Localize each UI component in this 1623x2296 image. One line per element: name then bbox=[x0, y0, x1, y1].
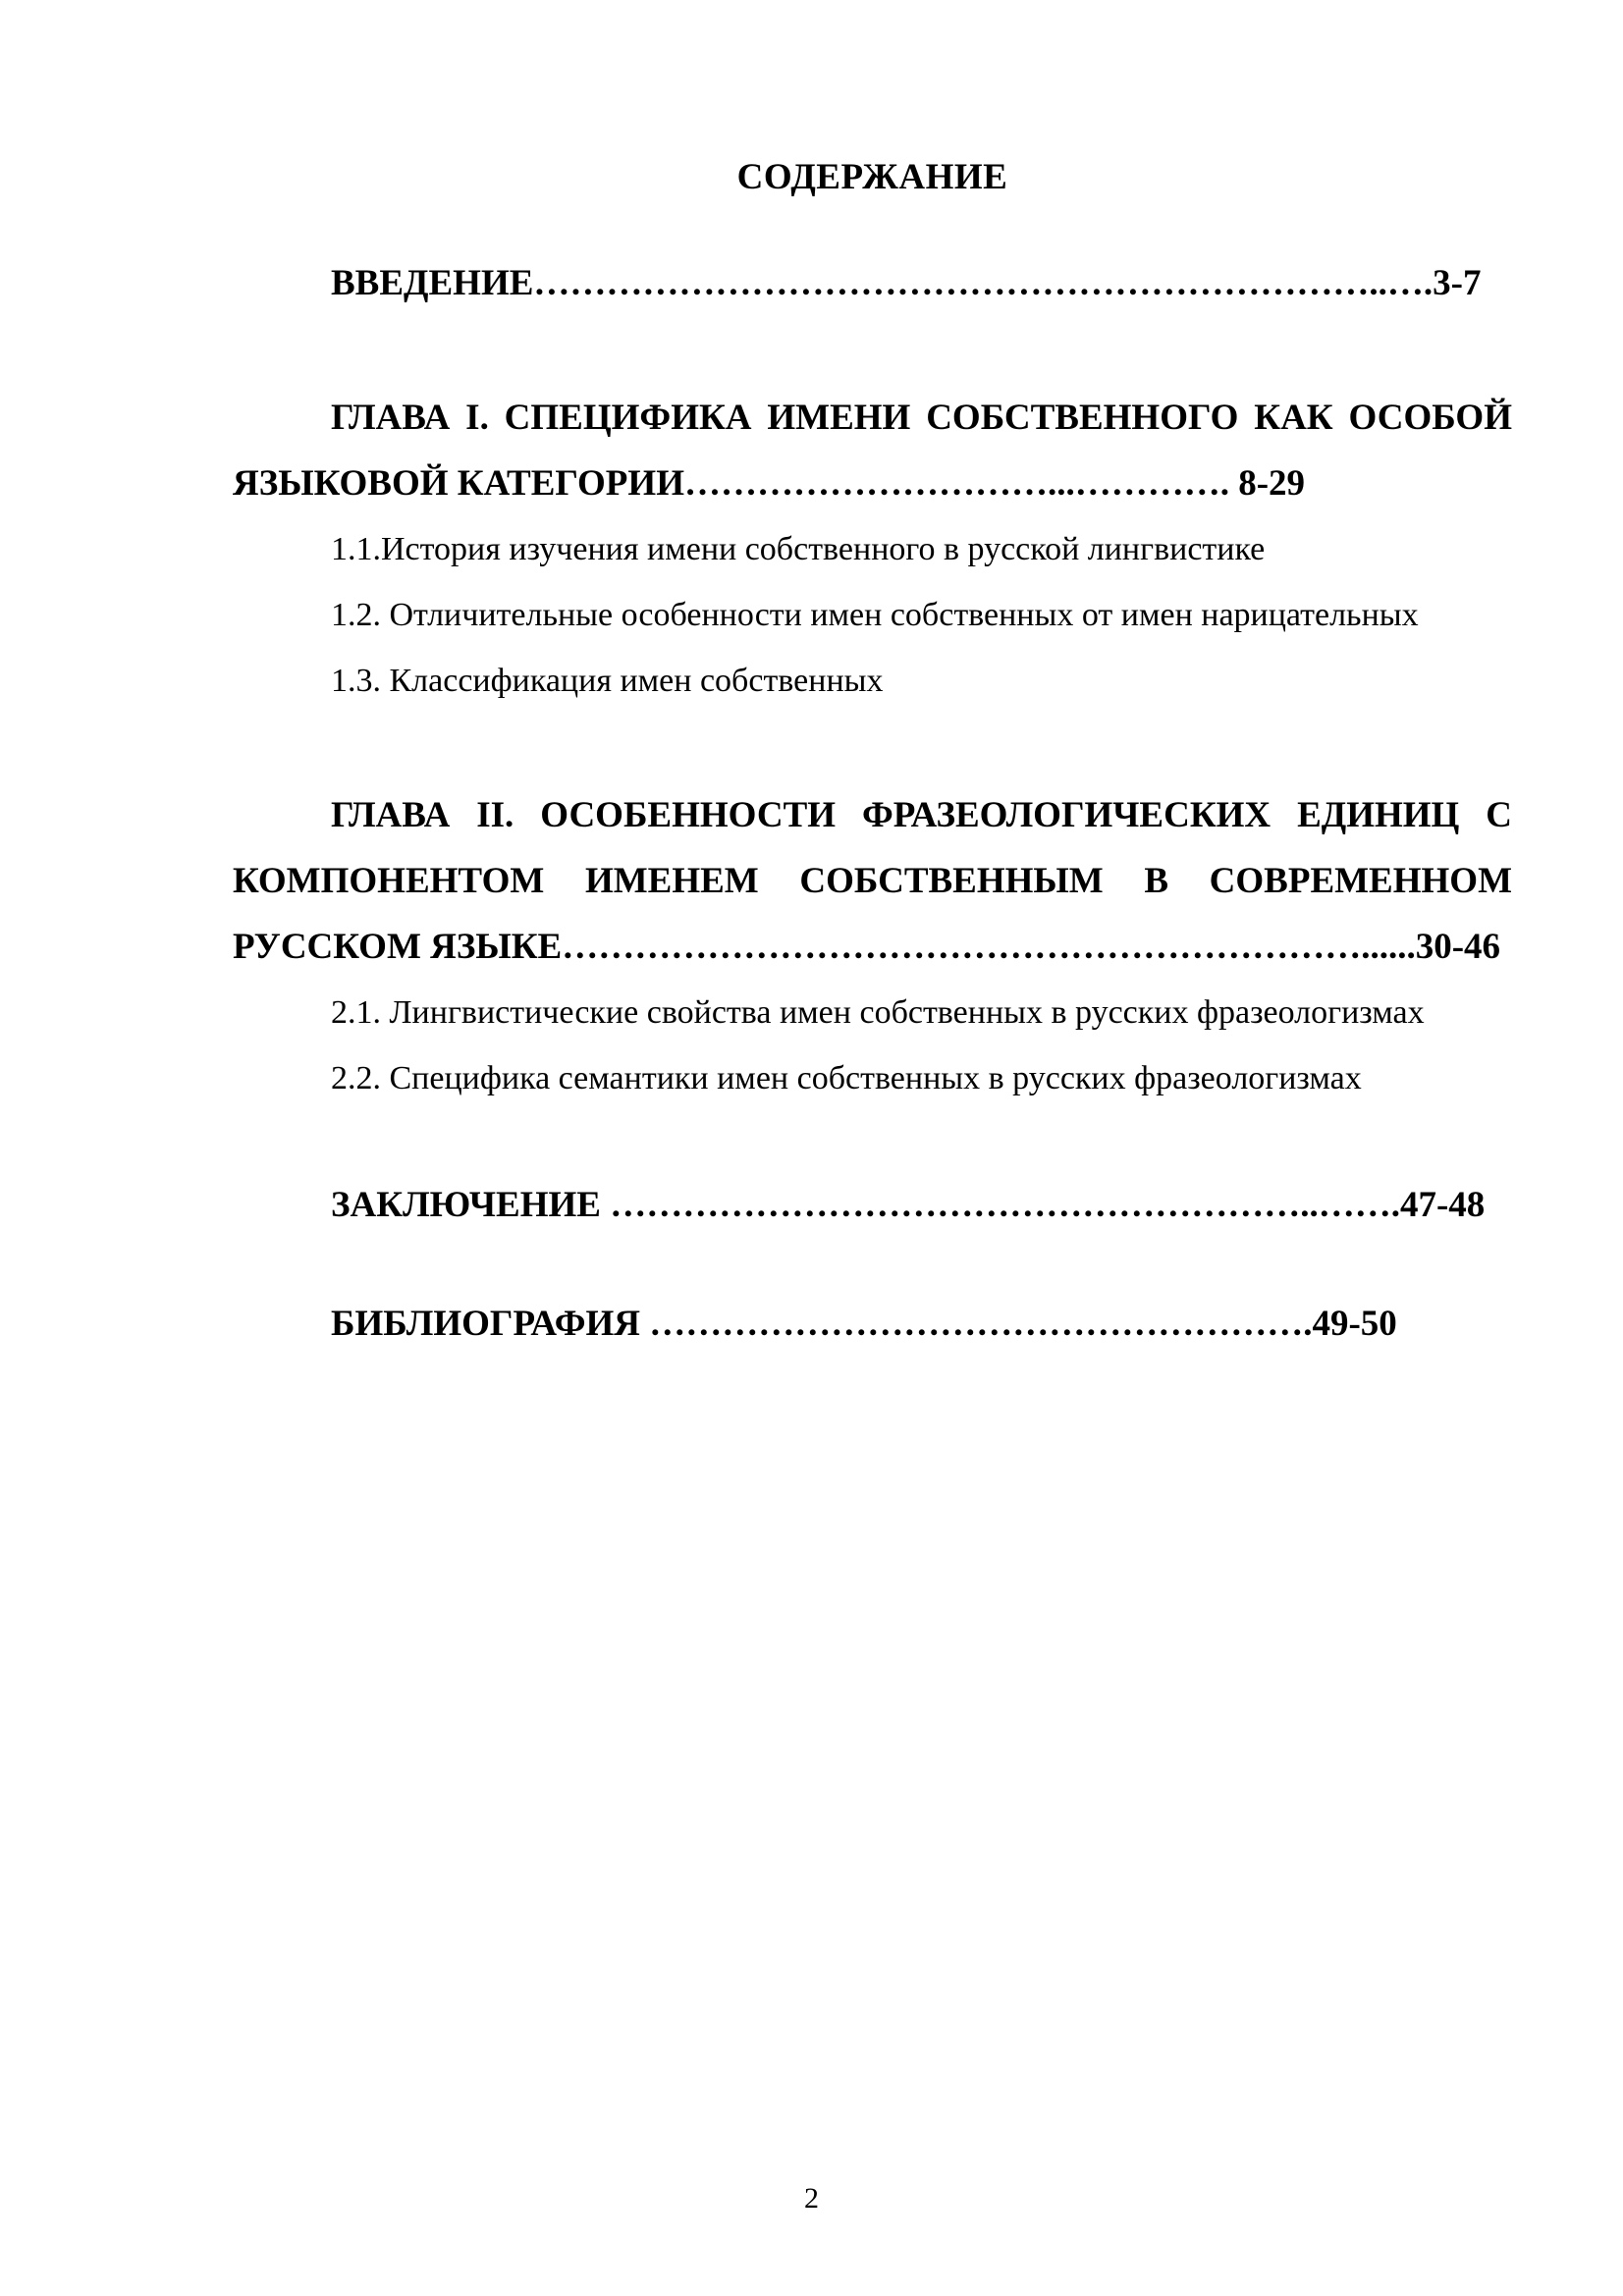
toc-subentry-1-2: 1.2. Отличительные особенности имен собственных от имен нарицательных bbox=[331, 597, 1419, 633]
toc-entry-introduction: ВВЕДЕНИЕ……………………………………………………………..….3-7 bbox=[331, 263, 1482, 303]
toc-title: СОДЕРЖАНИЕ bbox=[736, 157, 1008, 197]
toc-subentry-2-2: 2.2. Специфика семантики имен собственных в русских фразеологизмах bbox=[331, 1060, 1362, 1096]
toc-entry-chapter-1: ГЛАВА I. СПЕЦИФИКА ИМЕНИ СОБСТВЕННОГО КАК ОСОБОЙ ЯЗЫКОВОЙ КАТЕГОРИИ…………………………...…………. 8-29 bbox=[233, 398, 1512, 504]
table-of-contents bbox=[233, 147, 1512, 1357]
page-number: 2 bbox=[804, 2182, 819, 2215]
toc-entry-conclusion: ЗАКЛЮЧЕНИЕ …………………………………………………..…….47-48 bbox=[331, 1185, 1486, 1225]
toc-subentry-1-3: 1.3. Классификация имен собственных bbox=[331, 663, 884, 699]
toc-subentry-2-1: 2.1. Лингвистические свойства имен собственных в русских фразеологизмах bbox=[331, 994, 1425, 1031]
toc-entry-bibliography: БИБЛИОГРАФИЯ ……………………………………………….49-50 bbox=[331, 1304, 1397, 1344]
toc-entry-chapter-2: ГЛАВА II. ОСОБЕННОСТИ ФРАЗЕОЛОГИЧЕСКИХ ЕДИНИЦ С КОМПОНЕНТОМ ИМЕНЕМ СОБСТВЕННЫМ В СОВРЕМЕННОМ РУССКОМ ЯЗЫКЕ…………………………………………………………......30-46 bbox=[233, 795, 1512, 967]
toc-subentry-1-1: 1.1.История изучения имени собственного в русской лингвистике bbox=[331, 531, 1266, 567]
